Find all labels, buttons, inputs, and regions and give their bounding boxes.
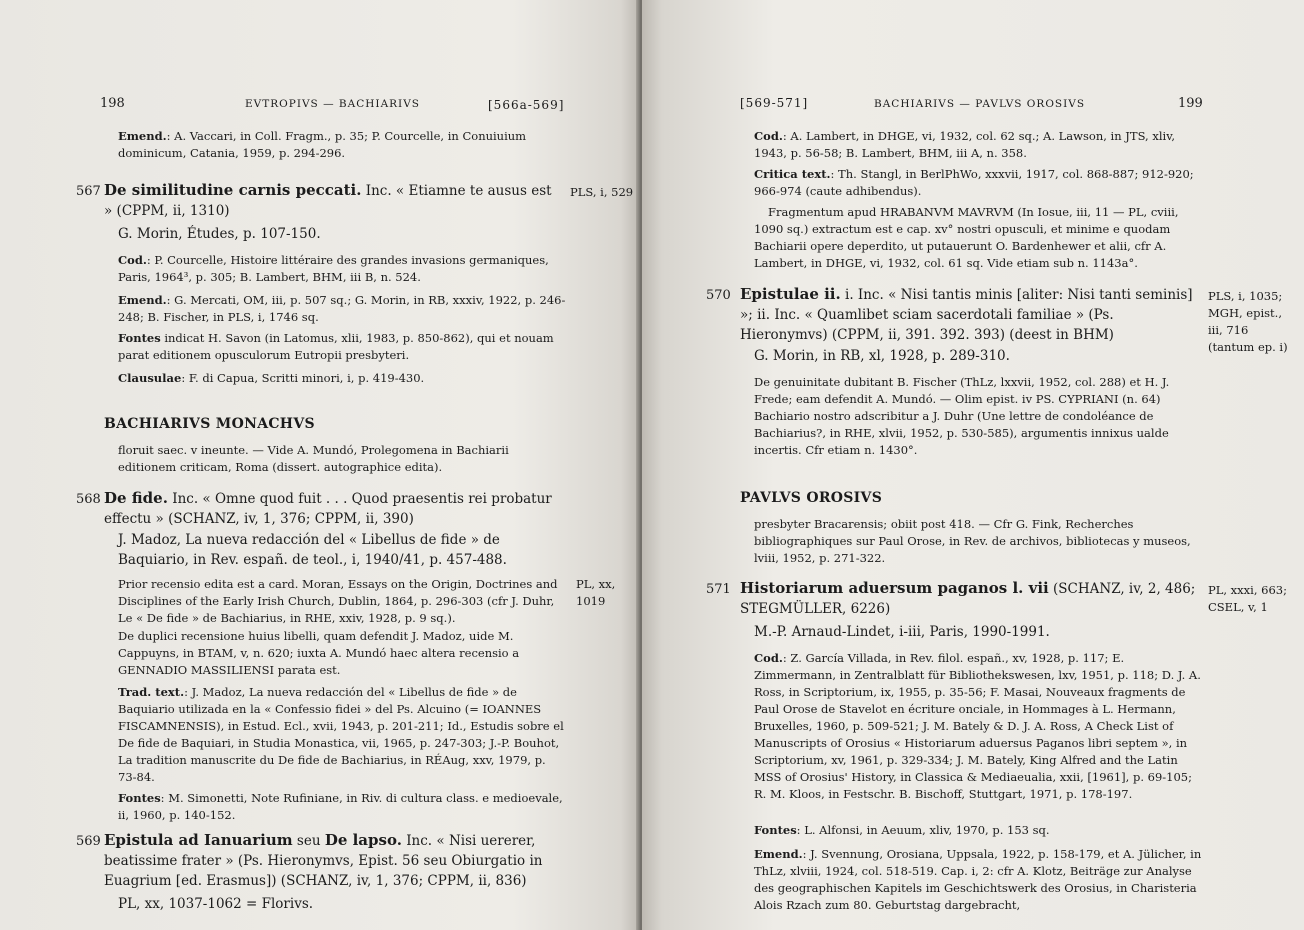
text: : L. Alfonsi, in Aeuum, xliv, 1970, p. 153 sq. — [796, 823, 1050, 837]
entry-number-567: 567 — [76, 184, 101, 199]
section-heading: BACHIARIVS MONACHVS — [104, 416, 315, 432]
text: : Z. García Villada, in Rev. filol. españ., xv, 1928, p. 117; E. Zimmermann, in Zentralblatt für Bibliothekswesen, lxv, 1951, p. 118; D. J. A. Ross, in Scriptorium, ix, 1955, p. 35-56; F. Masai, Nouveaux fragments de Paul Orose de Stavelot en écriture onciale, in Hommages à L. Hermann, Bruxelles, 1960, p. 509-521; J. M. Bately & D. J. A. Ross, A Check List of Manuscripts of Orosius « Historiarum aduersus Paganos libri septem », in Scriptorium, xv, 1961, p. 329-334; J. M. Bately, King Alfred and the Latin MSS of Orosius' History, in Classica & Mediaeualia, xxii, [1961], p. 69-105; R. M. Kloos, in Festschr. B. Bischoff, Stuttgart, 1971, p. 178-197. — [754, 651, 1201, 801]
entry-568-head — [104, 488, 562, 529]
side-reference: PL, xxxi, 663; CSEL, v, 1 — [1208, 583, 1287, 614]
entry-number-569: 569 — [76, 834, 101, 849]
clausulae — [118, 370, 566, 387]
text: : A. Vaccari, in Coll. Fragm., p. 35; P. Courcelle, in Conuiuium dominicum, Catania, 1959, p. 294-296. — [118, 129, 527, 160]
page-number: 199 — [1178, 96, 1203, 111]
page-number: 198 — [100, 96, 125, 111]
emendations — [754, 846, 1202, 914]
entry-title: Epistulae ii. — [740, 285, 841, 303]
section-intro: presbyter Bracarensis; obiit post 418. — Cfr G. Fink, Recherches bibliographiques sur Paul Orose, in Rev. de archivos, bibliotecas y museos, lviii, 1952, p. 271-322. — [754, 517, 1191, 565]
entry-570-head — [740, 284, 1198, 345]
section-heading: PAVLVS OROSIVS — [740, 490, 883, 506]
edition: G. Morin, in RB, xl, 1928, p. 289-310. — [754, 348, 1010, 364]
entry-571-head — [740, 578, 1198, 619]
label: Clausulae — [118, 371, 182, 385]
label: Cod. — [118, 253, 147, 267]
label: Emend. — [118, 129, 167, 143]
text: : P. Courcelle, Histoire littéraire des grandes invasions germaniques, Paris, 1964³, p. 305; B. Lambert, BHM, iii B, n. 524. — [118, 253, 549, 284]
entry-title: De similitudine carnis peccati. — [104, 181, 362, 199]
side-reference: PL, xx, 1019 — [576, 577, 616, 608]
fontes — [118, 330, 566, 364]
side-reference: PLS, i, 529 — [570, 185, 634, 199]
entry-range: [569-571] — [740, 96, 809, 110]
critica-textus — [754, 166, 1202, 200]
label: Emend. — [754, 847, 803, 861]
entry-title: De fide. — [104, 489, 168, 507]
entry-incipit: i. Inc. « Nisi tantis minis [aliter: Nisi tanti seminis] »; ii. Inc. « Quamlibet sciam sacerdotali familiae » (Ps. Hieronymvs) (CPPM, ii, 391. 392. 393) (deest in BHM) — [740, 287, 1193, 343]
entry-number-568: 568 — [76, 492, 101, 507]
entry-567-head — [104, 180, 562, 221]
label: Fontes — [118, 791, 161, 805]
entry-title-alt: De lapso. — [324, 831, 402, 849]
label: Emend. — [118, 293, 167, 307]
entry-incipit: Inc. « Omne quod fuit . . . Quod praesentis rei probatur effectu » (SCHANZ, iv, 1, 376; CPPM, ii, 390) — [104, 491, 552, 527]
text: : J. Svennung, Orosiana, Uppsala, 1922, p. 158-179, et A. Jülicher, in ThLz, xlviii, 1924, col. 518-519. Cap. i, 2: cfr A. Klotz, Beiträge zur Analyse des geographischen Kapitels im Geschichtswerk des Orosius, in Charisteria Alois Rzach zum 80. Geburtstag dargebracht, — [754, 847, 1202, 912]
genuinitas-note: De genuinitate dubitant B. Fischer (ThLz, lxxvii, 1952, col. 288) et H. J. Frede; eam defendit A. Mundó. — Olim epist. iv PS. CYPRIANI (n. 64) Bachiario nostro adscribitur a J. Duhr (Une lettre de condoléance de Bachiarius?, in RHE, xlvii, 1952, p. 530-585), argumentis innixus ualde incertis. Cfr etiam n. 1430°. — [754, 375, 1170, 457]
label: Cod. — [754, 129, 783, 143]
edition: M.-P. Arnaud-Lindet, i-iii, Paris, 1990-1991. — [754, 624, 1050, 640]
traditio-textus — [118, 684, 566, 786]
text: : J. Madoz, La nueva redacción del « Libellus de fide » de Baquiario utilizada en la « Confessio fidei » del Ps. Alcuino (= IOANNES FISCAMNENSIS), in Estud. Ecl., xvii, 1943, p. 201-211; Id., Estudis sobre el De fide de Baquiari, in Studia Monastica, vii, 1965, p. 247-303; J.-P. Bouhot, La tradition manuscrite du De fide de Bachiarius, in RÉAug, xxv, 1979, p. 73-84. — [118, 685, 564, 784]
entry-title: Epistula ad Ianuarium — [104, 831, 293, 849]
right-page — [642, 0, 1304, 930]
side-reference: PLS, i, 1035; MGH, epist., iii, 716 (tantum ep. i) — [1208, 289, 1288, 354]
label: Cod. — [754, 651, 783, 665]
fragment-note: Fragmentum apud HRABANVM MAVRVM (In Iosue, iii, 11 — PL, cviii, 1090 sq.) extractum est e cap. xv° nostri opusculi, et minime e quodam Bachiarii opere deperdito, ut putauerunt O. Bardenhewer et alii, cfr A. Lambert, in DHGE, vi, 1932, col. 61 sq. Vide etiam sub n. 1143a°. — [754, 205, 1179, 270]
emendations — [118, 292, 566, 326]
edition: G. Morin, Études, p. 107-150. — [118, 226, 321, 242]
text: : Th. Stangl, in BerlPhWo, xxxvii, 1917, col. 868-887; 912-920; 966-974 (caute adhibendus). — [754, 167, 1194, 198]
text: : G. Mercati, OM, iii, p. 507 sq.; G. Morin, in RB, xxxiv, 1922, p. 246-248; B. Fischer, in PLS, i, 1746 sq. — [118, 293, 566, 324]
emend-top — [118, 128, 566, 162]
entry-number-571: 571 — [706, 582, 731, 597]
edition: J. Madoz, La nueva redacción del « Libellus de fide » de Baquiario, in Rev. españ. de teol., i, 1940/41, p. 457-488. — [118, 532, 507, 568]
edition: PL, xx, 1037-1062 = Florivs. — [118, 896, 314, 912]
running-head: EVTROPIVS — BACHIARIVS — [245, 98, 420, 110]
entry-incipit: (SCHANZ, iv, 2, 486; STEGMÜLLER, 6226) — [740, 581, 1196, 617]
text: : A. Lambert, in DHGE, vi, 1932, col. 62 sq.; A. Lawson, in JTS, xliv, 1943, p. 56-58; B. Lambert, BHM, iii A, n. 358. — [754, 129, 1175, 160]
codices — [754, 128, 1202, 162]
label: Critica text. — [754, 167, 831, 181]
left-page — [0, 0, 640, 930]
fontes — [118, 790, 566, 824]
section-intro: floruit saec. v ineunte. — Vide A. Mundó, Prolegomena in Bachiarii editionem criticam, Roma (dissert. autographice edita). — [118, 443, 509, 474]
text: : M. Simonetti, Note Rufiniane, in Riv. di cultura class. e medioevale, ii, 1960, p. 140-152. — [118, 791, 563, 822]
label: Fontes — [118, 331, 161, 345]
entry-incipit: Inc. « Nisi uererer, beatissime frater » (Ps. Hieronymvs, Epist. 56 seu Obiurgatio in Euagrium [ed. Erasmus]) (SCHANZ, iv, 1, 376; CPPM, ii, 836) — [104, 833, 543, 889]
label: Trad. text. — [118, 685, 185, 699]
entry-range: [566a-569] — [488, 98, 565, 112]
entry-number-570: 570 — [706, 288, 731, 303]
note-recension: De duplici recensione huius libelli, quam defendit J. Madoz, uide M. Cappuyns, in BTAM, v, n. 620; iuxta A. Mundó haec altera recensio a GENNADIO MASSILIENSI parata est. — [118, 629, 520, 677]
entry-title: Historiarum aduersum paganos l. vii — [740, 579, 1049, 597]
codices — [118, 252, 566, 286]
codices — [754, 650, 1202, 803]
connector: seu — [292, 833, 325, 849]
label: Fontes — [754, 823, 797, 837]
text: : F. di Capua, Scritti minori, i, p. 419-430. — [181, 371, 425, 385]
fontes — [754, 822, 1202, 839]
running-head: BACHIARIVS — PAVLVS OROSIVS — [874, 98, 1086, 110]
text: indicat H. Savon (in Latomus, xlii, 1983, p. 850-862), qui et nouam parat editionem opusculorum Eutropii presbyteri. — [118, 331, 554, 362]
entry-569-head — [104, 830, 562, 891]
note-prior-recension: Prior recensio edita est a card. Moran, Essays on the Origin, Doctrines and Disciplines of the Early Irish Church, Dublin, 1864, p. 296-303 (cfr J. Duhr, Le « De fide » de Bachiarius, in RHE, xxiv, 1928, p. 9 sq.). — [118, 577, 558, 625]
entry-incipit: Inc. « Etiamne te ausus est » (CPPM, ii, 1310) — [104, 183, 552, 219]
